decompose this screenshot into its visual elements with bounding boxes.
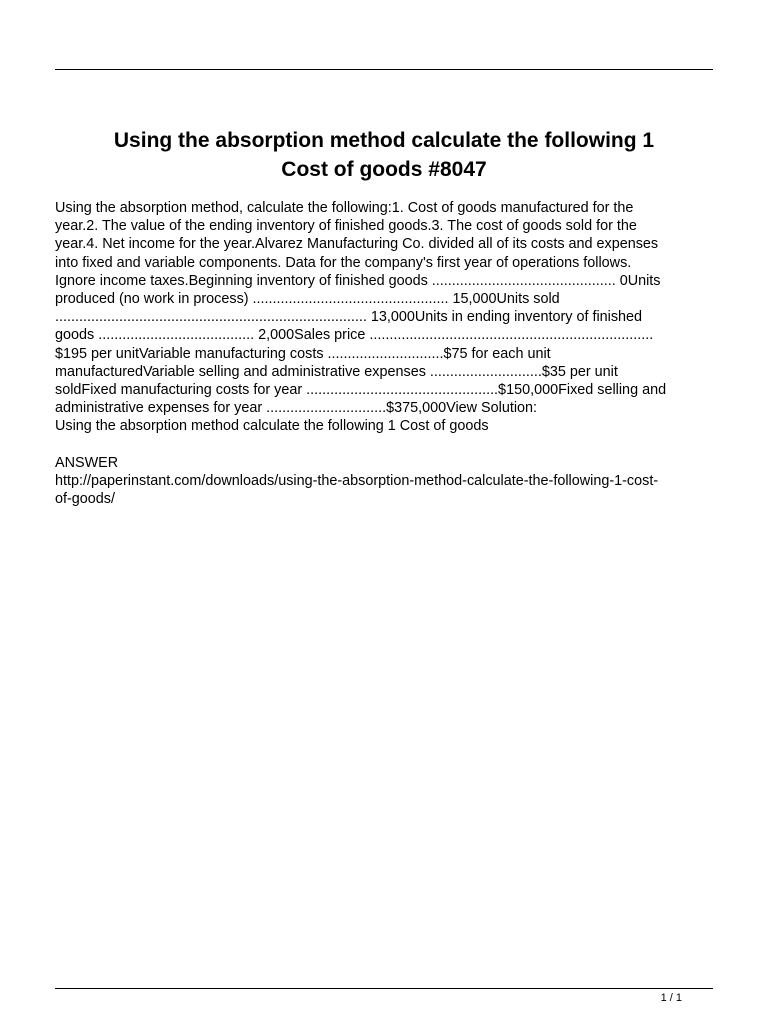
paragraph-gap — [55, 436, 715, 454]
answer-url-line-1: http://paperinstant.com/downloads/using-the-absorption-method-calculate-the-following-1-cost- — [55, 473, 659, 490]
body-line: goods ....................................... 2,000Sales price ....................................................................... — [55, 327, 654, 344]
page-number: 1 / 1 — [660, 992, 682, 1004]
body-line: Ignore income taxes.Beginning inventory of finished goods .............................................. 0Units — [55, 272, 661, 289]
answer-url-line-2: of-goods/ — [55, 491, 116, 508]
title-line-1: Using the absorption method calculate the following 1 — [113, 129, 655, 152]
title-line-2: Cost of goods #8047 — [281, 158, 487, 181]
document-body — [55, 199, 715, 508]
body-line: $195 per unitVariable manufacturing costs .............................$75 for each unit — [55, 345, 551, 362]
body-line: soldFixed manufacturing costs for year ................................................$150,000Fixed selling and — [55, 382, 667, 399]
body-line: Using the absorption method calculate the following 1 Cost of goods — [55, 418, 489, 435]
body-line: Using the absorption method, calculate the following:1. Cost of goods manufactured for the — [55, 200, 634, 216]
body-line: into fixed and variable components. Data for the company's first year of operations follows. — [55, 254, 632, 271]
body-line: year.4. Net income for the year.Alvarez Manufacturing Co. divided all of its costs and expenses — [55, 236, 659, 253]
body-line: .............................................................................. 13,000Units in ending inventory of finished — [55, 309, 643, 326]
body-line: produced (no work in process) ................................................. 15,000Units sold — [55, 291, 560, 308]
document-title — [55, 126, 713, 184]
footer-rule — [55, 988, 713, 989]
body-line: administrative expenses for year ..............................$375,000View Solution: — [55, 400, 538, 417]
answer-label: ANSWER — [55, 454, 119, 471]
header-rule — [55, 69, 713, 70]
body-line: manufacturedVariable selling and administrative expenses ............................$35 per unit — [55, 363, 618, 380]
body-line: year.2. The value of the ending inventory of finished goods.3. The cost of goods sold for the — [55, 218, 637, 235]
